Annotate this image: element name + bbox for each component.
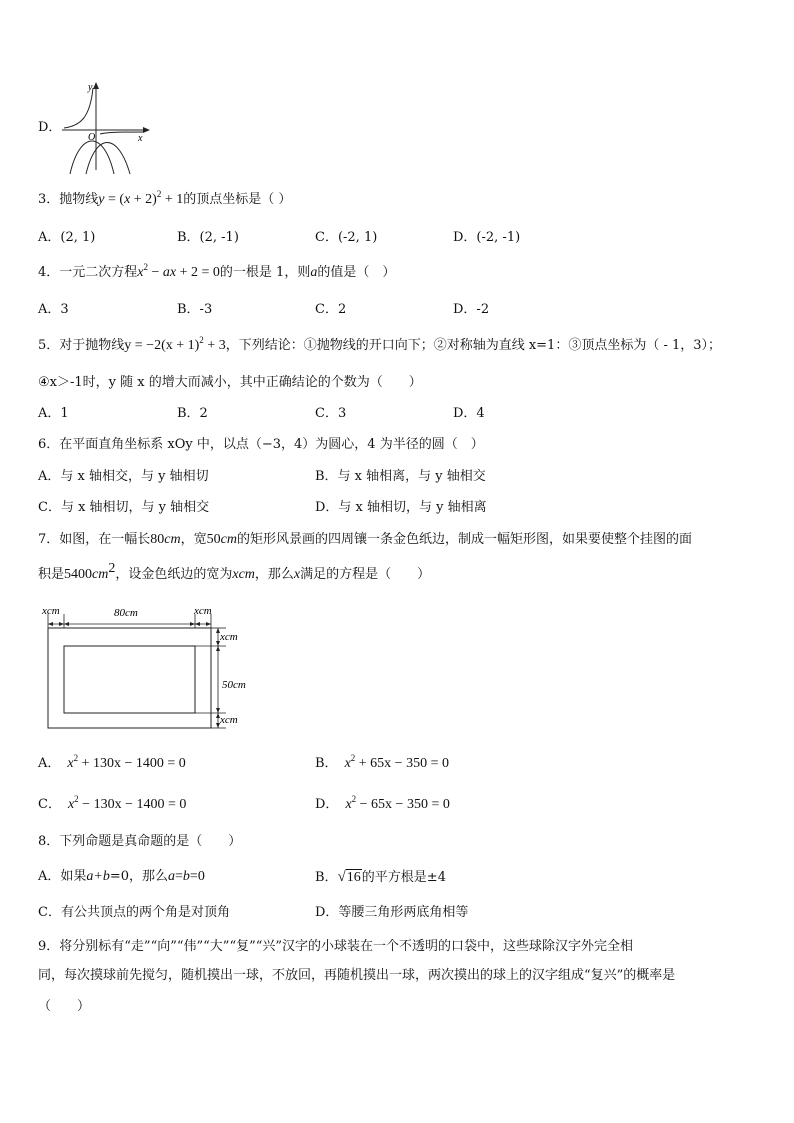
q4-minus: − [148, 265, 163, 280]
q4-suffix: 的一根是 1，则 [219, 265, 311, 280]
q8-a-sum: a+b [86, 869, 110, 884]
q3-option-c: C．(-2, 1) [315, 230, 378, 245]
q8-b-suffix: 的平方根是±4 [361, 870, 446, 885]
q9-stem-line3: （ ） [38, 999, 91, 1014]
q8-option-b [315, 869, 446, 886]
fig-side-bot-xcm: xcm [220, 714, 238, 726]
q8-a-var-a: a [168, 869, 176, 884]
q7-option-c [38, 794, 187, 813]
q3-option-b: B．(2, -1) [177, 230, 239, 245]
q8-b-pre: B． [315, 870, 338, 885]
q7-xcm: xcm [232, 567, 255, 582]
fig-left-xcm: xcm [42, 605, 60, 617]
q3-option-d: D．(-2, -1) [453, 230, 521, 245]
q5-exp: 2 [199, 335, 204, 345]
q6-option-c: C．与 x 轴相切，与 y 轴相交 [38, 500, 210, 515]
q8-option-c: C．有公共顶点的两个角是对顶角 [38, 905, 230, 920]
q3-plus: + 2) [130, 192, 157, 207]
q3-eq: = ( [104, 192, 125, 207]
q7-cm2: cm [220, 532, 237, 547]
q3-exp: 2 [156, 189, 162, 199]
q7-option-a-exp: 2 [73, 753, 79, 763]
q7-l1-a: 7．如图，在一幅长 [38, 532, 151, 547]
q6-option-a: A．与 x 轴相交，与 y 轴相切 [38, 469, 209, 484]
q5-option-b: B．2 [177, 406, 208, 421]
q4-number: 4．一元二次方程 [38, 265, 138, 280]
q8-a-end: =0 [189, 869, 205, 884]
q7-area: 5400 [64, 567, 93, 582]
q7-l2-d: 满足的方程是（ ） [300, 567, 431, 582]
q7-option-a-label: A． [38, 756, 61, 771]
fig-side-top-xcm: xcm [220, 631, 238, 643]
q7-option-b-exp: 2 [350, 753, 356, 763]
q5-suffix: ，下列结论：①抛物线的开口向下；②对称轴为直线 x=1：③顶点坐标为（ - 1，3）； [225, 338, 722, 353]
q7-area-exp: 2 [108, 561, 116, 576]
q7-frame-figure [38, 600, 268, 735]
graph-origin-label: O [88, 132, 96, 143]
q4-option-a: A．3 [38, 302, 69, 317]
q7-option-c-rest: − 130x − 1400 = 0 [78, 797, 187, 812]
q8-sqrt: √16 [337, 869, 361, 885]
q7-option-b [315, 753, 449, 772]
q6-option-b: B．与 x 轴相离，与 y 轴相交 [315, 469, 486, 484]
q3-stem [38, 189, 292, 208]
graph-x-label: x [138, 133, 143, 144]
q8-stem: 8．下列命题是真命题的是（ ） [38, 834, 242, 849]
q7-l2-c: ，那么 [254, 567, 294, 582]
q5-formula: y = −2(x + 1) [124, 338, 200, 353]
q8-radicand: 16 [346, 870, 361, 885]
q7-l1-c: 的矩形风景画的四周镶一条金色纸边，制成一幅矩形图，如果要使整个挂图的面 [236, 532, 692, 547]
q7-option-c-exp: 2 [74, 794, 79, 804]
q5-option-a: A．1 [38, 406, 69, 421]
q2-option-d-graph [58, 78, 158, 176]
q3-tail: + 1 [161, 192, 184, 207]
q7-option-d-rest: − 65x − 350 = 0 [356, 797, 450, 812]
q3-option-a: A．(2, 1) [38, 230, 96, 245]
q8-a-pre: A．如果 [38, 869, 87, 884]
q2-option-d-label: D． [38, 120, 62, 135]
q7-option-a [38, 753, 186, 772]
q9-stem-line1: 9．将分别标有“走”“向”“伟”“大”“复”“兴”汉字的小球装在一个不透明的口袋中，这些球除汉字外完全相 [38, 939, 634, 954]
q7-l2-b: ，设金色纸边的宽为 [115, 567, 233, 582]
q5-tail: + 3 [203, 338, 226, 353]
q4-option-c: C．2 [315, 302, 347, 317]
q7-cm1: cm [164, 532, 181, 547]
q6-stem: 6．在平面直角坐标系 xOy 中，以点（−3，4）为圆心，4 为半径的圆（ ） [38, 437, 484, 452]
q4-ax: ax [162, 265, 177, 280]
q3-x: x [124, 192, 131, 207]
q5-stem-line2: ④x＞-1时，y 随 x 的增大而减小，其中正确结论的个数为（ ） [38, 375, 422, 390]
q5-option-d: D．4 [453, 406, 485, 421]
q7-option-b-label: B． [315, 756, 338, 771]
q4-stem [38, 262, 396, 281]
q8-option-a [38, 869, 205, 885]
q4-suffix2: 的值是（ ） [317, 265, 396, 280]
q7-l1-b: ，宽 [180, 532, 207, 547]
q3-y: y [98, 192, 105, 207]
q8-a-mid: =0，那么 [109, 869, 169, 884]
q7-width: 50 [206, 532, 221, 547]
q7-area-cm: cm [92, 567, 109, 582]
q7-stem-line1 [38, 532, 692, 548]
fig-top-80cm: 80cm [114, 607, 138, 619]
q4-option-d: D．-2 [453, 302, 490, 317]
q7-option-d-x: x [345, 797, 352, 812]
q6-option-d: D．与 x 轴相切，与 y 轴相离 [315, 500, 487, 515]
q7-l2-a: 积是 [38, 567, 65, 582]
q4-tail: + 2 = 0 [176, 265, 220, 280]
q8-a-var-b: b [182, 869, 190, 884]
fig-side-50cm: 50cm [222, 679, 246, 691]
q7-stem-line2 [38, 561, 431, 583]
q7-option-a-rest: + 130x − 1400 = 0 [78, 756, 186, 771]
q8-option-d: D．等腰三角形两底角相等 [315, 905, 469, 920]
q5-option-c: C．3 [315, 406, 347, 421]
q7-option-b-rest: + 65x − 350 = 0 [355, 756, 449, 771]
fig-right-xcm: xcm [194, 605, 212, 617]
q5-number: 5．对于抛物线 [38, 338, 125, 353]
q5-stem-line1 [38, 335, 722, 354]
q7-option-d [315, 794, 450, 813]
graph-y-label: y [88, 82, 93, 93]
q7-option-b-x: x [344, 756, 351, 771]
q9-stem-line2: 同，每次摸球前先搅匀，随机摸出一球，不放回，再随机摸出一球，两次摸出的球上的汉字组成“复兴”的概率是 [38, 968, 676, 983]
q7-option-d-label: D． [315, 797, 339, 812]
q8-a-eq: = [175, 869, 183, 884]
q4-a: a [310, 265, 318, 280]
q4-exp: 2 [143, 262, 148, 272]
q3-suffix: 的顶点坐标是（ ） [183, 192, 292, 207]
q7-option-d-exp: 2 [351, 794, 357, 804]
q7-option-c-x: x [67, 797, 75, 812]
q3-number: 3．抛物线 [38, 192, 99, 207]
q7-x: x [293, 567, 301, 582]
q4-option-b: B．-3 [177, 302, 213, 317]
q7-option-c-label: C． [38, 797, 61, 812]
q7-length: 80 [150, 532, 165, 547]
q4-x: x [137, 265, 144, 280]
q7-option-a-x: x [67, 756, 74, 771]
